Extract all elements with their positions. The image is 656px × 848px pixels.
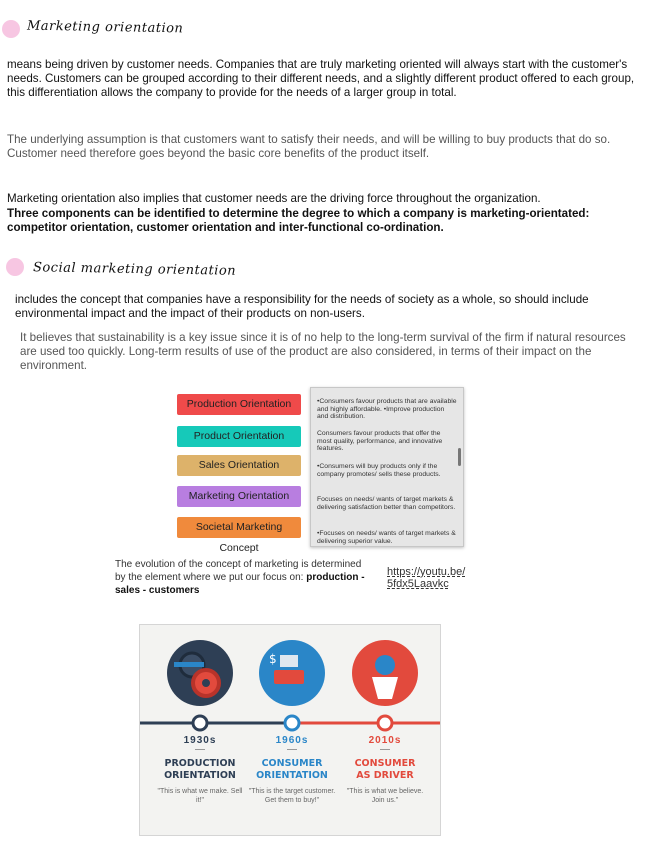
section-title-marketing-orientation: Marketing orientation [26,18,184,37]
youtube-link[interactable] [387,566,465,590]
link-line-1[interactable]: https://youtu.be/ [387,566,466,578]
svg-text:$: $ [269,652,277,666]
era-title-line: PRODUCTION [164,758,236,769]
orientation-desc: Focuses on needs/ wants of target markets & delivering satisfaction better than competitors. [317,496,456,511]
bullet-dot [6,258,24,276]
orientation-box-sales: Sales Orientation [177,455,301,476]
era-title [340,758,430,782]
timeline-marker-1960s [285,716,299,730]
orientation-desc: •Focuses on needs/ wants of target markets & delivering superior value. [317,530,456,545]
evolution-caption [115,558,365,597]
orientation-box-production: Production Orientation [177,394,301,415]
orientation-desc: Consumers favour products that offer the most quality, performance, and innovative features. [317,430,443,453]
era-title-line: AS DRIVER [356,770,414,781]
caption-bold: production - sales - customers [115,572,365,596]
era-1960s [247,735,337,805]
era-year: 1930s [183,735,217,746]
orientation-descriptions-panel [310,387,464,547]
era-title-line: ORIENTATION [164,770,236,781]
orientation-desc: •Consumers will buy products only if the company promotes/ sells these products. [317,463,441,478]
paragraph: Marketing orientation also implies that customer needs are the driving force throughout the organization. [7,192,541,205]
money-icon [259,640,325,706]
paragraph: The underlying assumption is that customers want to satisfy their needs, and will be willing to buy products that do so. Customer need therefore goes beyond the basic core benefits of the product itself. [7,133,611,160]
scrollbar-thumb[interactable] [458,448,461,466]
orientation-box-marketing: Marketing Orientation [177,486,301,507]
era-quote: "This is what we make. Sell it!" [157,788,243,804]
era-year: 1960s [275,735,309,746]
orientation-box-product: Product Orientation [177,426,301,447]
caption-text: The evolution of the concept of marketing is determined by the element where we put our focus on: [115,559,362,583]
bullet-dot [2,20,20,38]
era-quote: "This is what we believe. Join us." [346,788,424,804]
era-title-line: CONSUMER [261,758,323,769]
paragraph: Three components can be identified to determine the degree to which a company is marketing-orientated: competitor orientation, customer orientation and inter-functional co-ordination. [7,207,590,234]
era-title [155,758,245,782]
era-2010s [340,735,430,805]
paragraph: includes the concept that companies have a responsibility for the needs of society as a whole, so should include environmental impact and the impact of their products on non-users. [15,293,589,320]
era-year: 2010s [368,735,402,746]
era-title-line: ORIENTATION [256,770,328,781]
gears-icon [167,640,233,706]
orientation-desc: •Consumers favour products that are available and highly affordable. •Improve production and distribution. [317,398,457,421]
era-quote: "This is the target customer. Get them to buy!" [248,788,336,804]
timeline-marker-1930s [193,716,207,730]
driver-icon [352,640,418,706]
marketing-evolution-infographic [139,624,441,836]
paragraph: It believes that sustainability is a key issue since it is of no help to the long-term survival of the firm if natural resources are used too quickly. Long-term results of use of the product are also considered, in terms of their impact on the environment. [20,331,626,372]
timeline-marker-2010s [378,716,392,730]
link-line-2[interactable]: 5fdx5Laavkc [387,578,449,590]
era-title [247,758,337,782]
section-title-social-marketing-orientation: Social marketing orientation [32,260,237,279]
orientation-box-societal: Societal Marketing Concept [177,517,301,538]
era-1930s [155,735,245,805]
paragraph: means being driven by customer needs. Companies that are truly marketing oriented will always start with the customer's needs. Customers can be grouped according to their different needs, and a slightly different product offered to each group, this differentiation allows the company to provide for the needs of a larger group in total. [7,58,635,99]
era-title-line: CONSUMER [354,758,416,769]
